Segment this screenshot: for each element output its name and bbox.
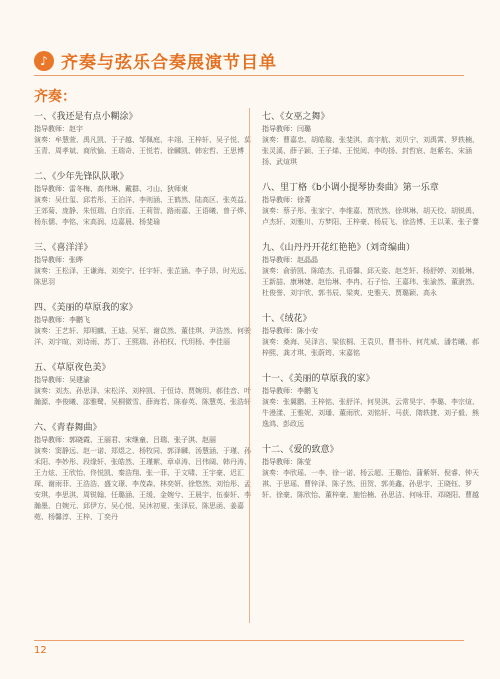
- piece-title: 十一、《美丽的草原我的家》: [262, 374, 375, 384]
- program-item: [262, 110, 480, 168]
- footer-divider: [34, 640, 464, 641]
- page-number: 12: [34, 645, 47, 656]
- performers: 演奏：王松泽、王谦海、刘奕宁、任宇轩、张芷涵、李子昂、时光远、陈思羽: [34, 267, 251, 286]
- program-item: [262, 372, 480, 430]
- conductor: 指导教师：雷冬梅、高伟琳、戴群、刁山、狄师束: [34, 185, 188, 193]
- header-divider: [34, 75, 464, 76]
- piece-title: 三、《喜洋洋》: [34, 243, 93, 253]
- column-divider: [249, 108, 250, 623]
- conductor: 指导教师：陈小安: [262, 327, 318, 335]
- performers: 演奏：李欣瑶、一李、徐一诺、杨云超、王璐怡、蒲紫妍、倪睿、钟天祺、于思瑶、曹锌泽、陈子然、田贺、郭美鑫、孙思宇、王晓钰、罗轩、徐豪、陈欣怡、董梓豪、施怡楠、孙思洁、何咏菲、邓晓阳、曹越: [262, 469, 479, 499]
- conductor: 指导教师：郭晓霞、王丽君、宋继童、吕瑞、张子淇、赵丽: [34, 436, 216, 444]
- section-label: 齐奏：: [34, 89, 76, 105]
- program-item: [34, 241, 252, 288]
- conductor: 指导教师：闫璐: [262, 125, 311, 133]
- performers: 演奏：张翼鹏、王梓铭、张舒洋、何昊淇、云常昊宇、李璐、李宗煊、牛漫漾、王雅妮、刘璠、董雨欣、刘铭轩、马获、隋轶捷、刘子毅、熊逸鸿、彭政远: [262, 398, 479, 428]
- program-item: [34, 301, 252, 348]
- piece-title: 二、《少年先锋队队歌》: [34, 172, 129, 182]
- conductor: 指导教师：陈莹: [262, 458, 311, 466]
- piece-title: 一、《我还是有点小糊涂》: [34, 112, 138, 122]
- conductor: 指导教师：李鹏飞: [262, 387, 318, 395]
- piece-title: 十二、《爱的致意》: [262, 445, 339, 455]
- program-item: [262, 443, 480, 501]
- program-item: [34, 361, 252, 408]
- program-item: [34, 110, 252, 157]
- conductor: 指导教师：李鹏飞: [34, 316, 90, 324]
- performers: 演奏：刘杰、孙思泽、宋松洋、刘梓凯、于恒诗、贾婉玥、郝佳音、叶瀚源、李俊曦、邵雅鹭、吴桐微雪、薛海若、陈春英、陈慧英、张浩轩: [34, 387, 251, 406]
- page-title: 齐奏与弦乐合奏展演节目单: [61, 53, 277, 73]
- performers: 演奏：桑海、吴泽言、梁依桐、王袁贝、曹书朴、何芃威、潘若曦、郝梓熙、龚才琪、张蔚筠、宋嘉铭: [262, 338, 479, 357]
- program-item: [34, 170, 252, 228]
- conductor: 指导教师：赵晶晶: [262, 256, 318, 264]
- program-item: [34, 421, 252, 523]
- conductor: 指导教师：赵宇: [34, 125, 83, 133]
- performers: 演奏：俞骄凯、陈皓杰、孔语馨、邱天姿、赵芝轩、杨舒婷、刘毅琳、王新喆、康琳婕、赵怡琳、李冉、石子怡、王嘉玮、张渝然、董澍然、杜俊誉、刘宇欣、郭书辰、梁爽、史雅天、贾璐颖、高永: [262, 267, 479, 297]
- performers: 演奏：蔡子彤、张家宁、李维嘉、贾欣然、徐琪琳、胡天佼、胡锐禹、卢杰轩、刘雅川、方梦阳、王梓豪、杨辰飞、徐浩博、王以莱、张子謇: [262, 207, 479, 226]
- left-column: [34, 110, 252, 536]
- conductor: 指导教师：徐菁: [262, 196, 311, 204]
- program-item: [262, 312, 480, 359]
- performers: 演奏：窦静远、赵一诺、郑煜之、杨牧同、郭泽麟、汤慧涵、于瑾、孙禾阳、李妙彤、段缘轩、张皓然、王瑾絮、章卓涛、吕伟阔、韩丹涛、王力炫、王欣怡、佟悦凯、秦浩翔、张一菲、于文啸、王宇豪、迟汇琛、谢雨菲、王浩浩、盛文璟、李茂森、林奕妍、徐悠然、刘怡彤、孟安琪、李思淇、周锐翰、任璐涵、王缓、金婉兮、王晨宇、伍泰轩、李瀚墨、白婉元、邱伊方、吴心悦、吴沐初夏、张泽辰、陈思函、姜嘉菀、杨馨淳、王梓、丁奕丹: [34, 447, 251, 521]
- program-item: [262, 241, 480, 299]
- performers: 演奏：王艺轩、郑明麒、王迪、吴军、谢苡然、董佳琪、尹浩然、何骏洋、刘宇暄、刘诗雨、苏丁、王熙瑞、孙柏权、代玥杨、李佳丽: [34, 327, 251, 346]
- performers: 演奏：吴仕玺、邱若彤、王泊洋、李则涵、王鹤然、陆高区、张英益、王郊菊、庞静、朱恒瑞、白宗而、王莉智、路雨嘉、王语曦、曾子烨、杨东儒、李铭、宋高润、边嘉晨、杨斐瑜: [34, 196, 251, 226]
- performers: 演奏：牟慧萱、禹凡凯、于子越、邹佩庭、丰翊、王梓轩、吴子悦、莫玉青、周孝斌、商欣愉、王瑞奇、王悦若、徐麟凯、韩宏哲、王思博: [34, 136, 251, 155]
- piece-title: 五、《草原夜色美》: [34, 363, 111, 373]
- piece-title: 十、《绒花》: [262, 314, 312, 324]
- piece-title: 六、《青春舞曲》: [34, 423, 102, 433]
- piece-title: 七、《女巫之舞》: [262, 112, 330, 122]
- page-header: [34, 48, 277, 73]
- program-item: [262, 181, 480, 228]
- piece-title: 八、里丁格《b小调小提琴协奏曲》第一乐章: [262, 183, 439, 193]
- conductor: 指导教师：张晔: [34, 256, 83, 264]
- music-note-icon: ♪: [34, 51, 54, 71]
- conductor: 指导教师：吴建渝: [34, 376, 90, 384]
- piece-title: 九、《山丹丹开花红艳艳》（刘奇编曲）: [262, 243, 416, 253]
- performers: 演奏：曹嘉忠、胡皓璇、张斐淇、高宇航、刘贝宁、刘禹霄、罗轶楠、张灵溪、薛子颖、王子烯、王悦阅、李昀扬、封哲宸、赵紫名、宋涵扬、武煊琪: [262, 136, 479, 166]
- piece-title: 四、《美丽的草原我的家》: [34, 303, 138, 313]
- right-column: [262, 110, 480, 514]
